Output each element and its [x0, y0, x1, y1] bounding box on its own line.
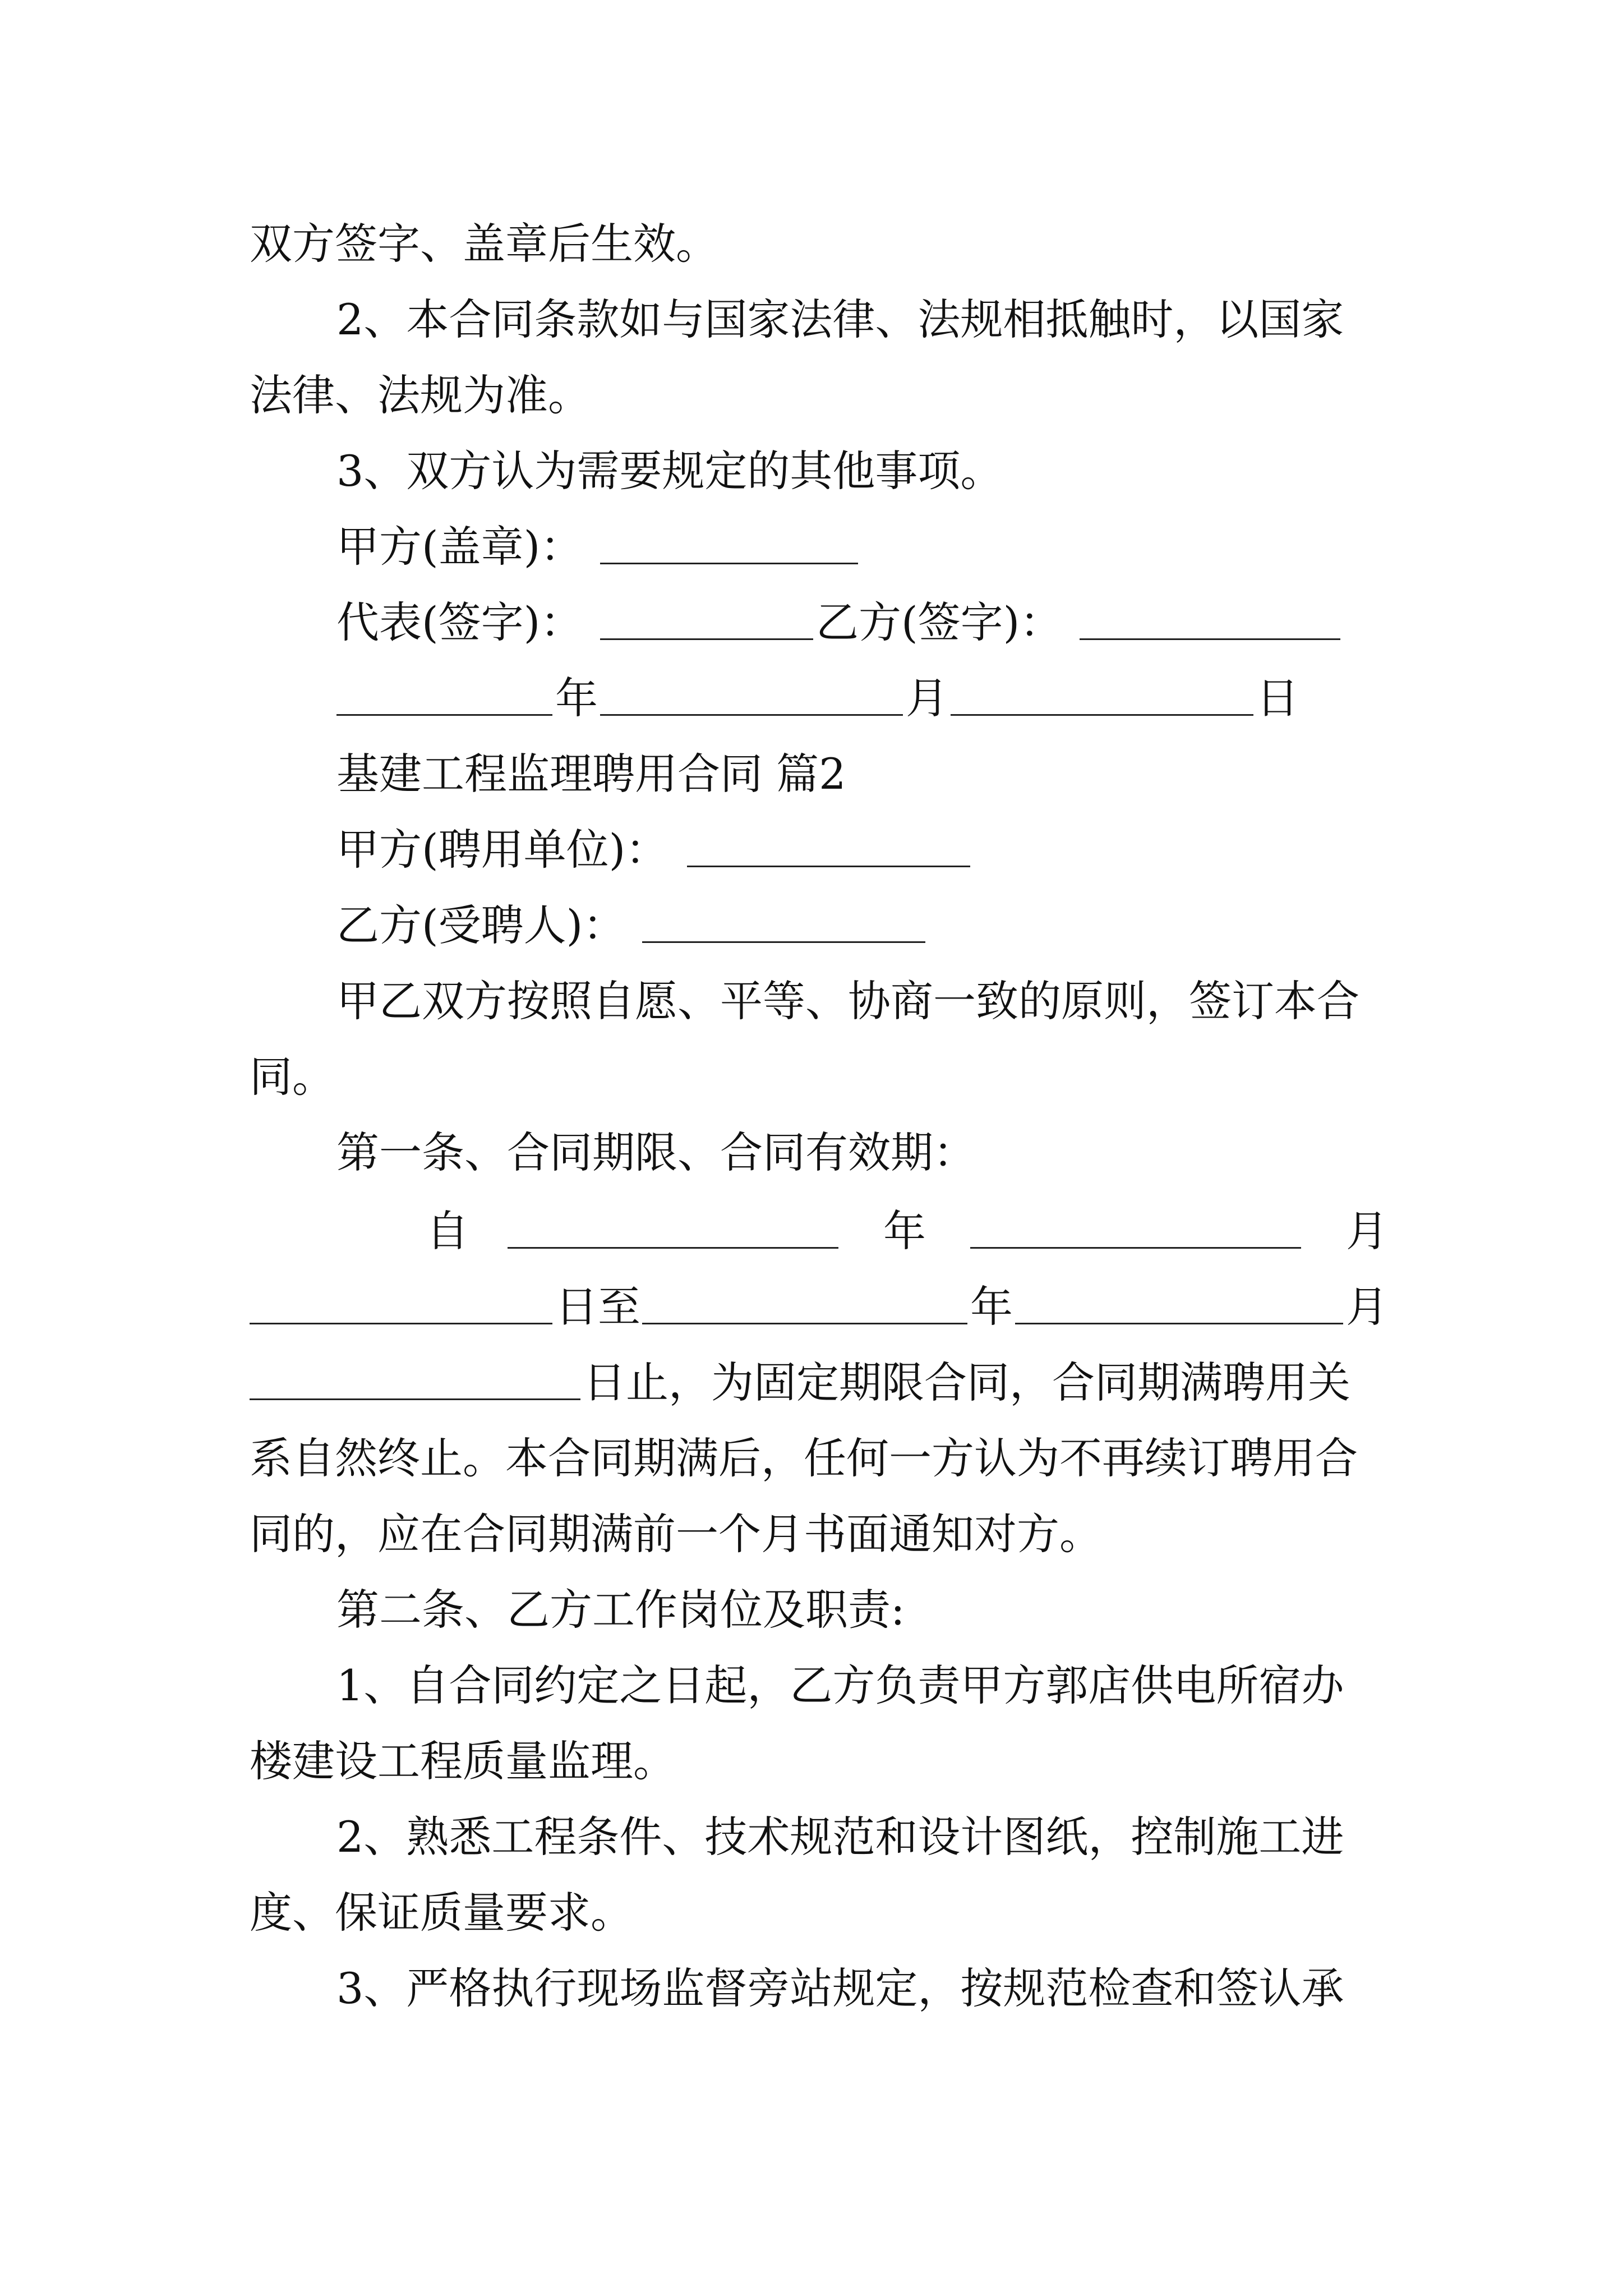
paragraph-text: 双方签字、盖章后生效。 [250, 219, 718, 269]
field-label: 代表(签字)： [336, 597, 583, 647]
date-unit: 年 [970, 1282, 1013, 1332]
text-line [0, 1425, 1623, 1492]
paragraph-text: 法律、法规为准。 [250, 370, 591, 420]
field-label: 甲方(聘用单位)： [336, 825, 668, 875]
paragraph-text: 1、自合同约定之日起，乙方负责甲方郭店供电所宿办 [336, 1660, 1344, 1710]
blank-line [642, 1323, 967, 1324]
text-line [0, 286, 1623, 353]
party-a-line [0, 816, 1623, 884]
text-line [0, 1879, 1623, 1947]
text-line [0, 1652, 1623, 1719]
date-unit: 年 [555, 673, 598, 723]
date-unit: 日 [1256, 673, 1299, 723]
blank-line [508, 1247, 838, 1249]
paragraph-text: 楼建设工程质量监理。 [250, 1736, 676, 1786]
article-title: 第二条、乙方工作岗位及职责: [336, 1585, 905, 1635]
blank-line [970, 1247, 1301, 1249]
date-unit: 自 [426, 1206, 469, 1256]
paragraph-text: 3、双方认为需要规定的其他事项。 [336, 446, 1003, 496]
date-line [0, 665, 1623, 732]
article-title-line [0, 1119, 1623, 1186]
term-line [0, 1198, 1623, 1265]
section-title-line [0, 740, 1623, 808]
paragraph-text: 2、熟悉工程条件、技术规范和设计图纸，控制施工进 [336, 1812, 1344, 1862]
text-line [0, 1955, 1623, 2022]
paragraph-text: 2、本合同条款如与国家法律、法规相抵触时，以国家 [336, 295, 1344, 344]
text-line [0, 1501, 1623, 1568]
text-line [0, 1803, 1623, 1871]
text-line [0, 968, 1623, 1035]
paragraph-text: 度、保证质量要求。 [250, 1888, 633, 1938]
blank-line [951, 714, 1253, 716]
blank-line [687, 866, 970, 867]
paragraph-text: 3、严格执行现场监督旁站规定，按规范检查和签认承 [336, 1963, 1344, 2013]
date-unit: 月 [906, 673, 948, 723]
paragraph-text: 同。 [250, 1052, 335, 1102]
article-title: 第一条、合同期限、合同有效期： [336, 1128, 976, 1177]
paragraph-text: 同的，应在合同期满前一个月书面通知对方。 [250, 1509, 1102, 1559]
term-line [0, 1273, 1623, 1341]
article-title-line [0, 1576, 1623, 1644]
date-unit: 日至 [555, 1282, 640, 1332]
field-label: 乙方(签字)： [816, 597, 1063, 647]
blank-line [642, 941, 925, 943]
blank-line [600, 714, 903, 716]
date-unit: 月 [1346, 1206, 1388, 1256]
text-line [0, 362, 1623, 429]
date-unit: 年 [883, 1206, 926, 1256]
blank-line [336, 714, 552, 716]
field-label: 乙方(受聘人)： [336, 900, 626, 950]
term-line [0, 1349, 1623, 1416]
blank-line [600, 638, 813, 640]
blank-line [1080, 638, 1340, 640]
text-line [0, 1728, 1623, 1795]
text-line [0, 1043, 1623, 1111]
blank-line [250, 1398, 580, 1400]
blank-line [600, 563, 858, 564]
blank-line [250, 1323, 552, 1324]
text-line [0, 438, 1623, 505]
signature-line-party-a [0, 513, 1623, 581]
section-title: 基建工程监理聘用合同 篇2 [336, 749, 846, 799]
paragraph-text: 甲乙双方按照自愿、平等、协商一致的原则，签订本合 [336, 976, 1359, 1026]
date-unit: 月 [1346, 1282, 1388, 1332]
field-label: 甲方(盖章)： [336, 522, 583, 572]
text-line [0, 210, 1623, 278]
paragraph-text: 日止，为固定期限合同，合同期满聘用关 [583, 1358, 1350, 1407]
paragraph-text: 系自然终止。本合同期满后，任何一方认为不再续订聘用合 [250, 1433, 1358, 1483]
blank-line [1015, 1323, 1343, 1324]
signature-line-representative [0, 589, 1623, 656]
party-b-line [0, 892, 1623, 959]
